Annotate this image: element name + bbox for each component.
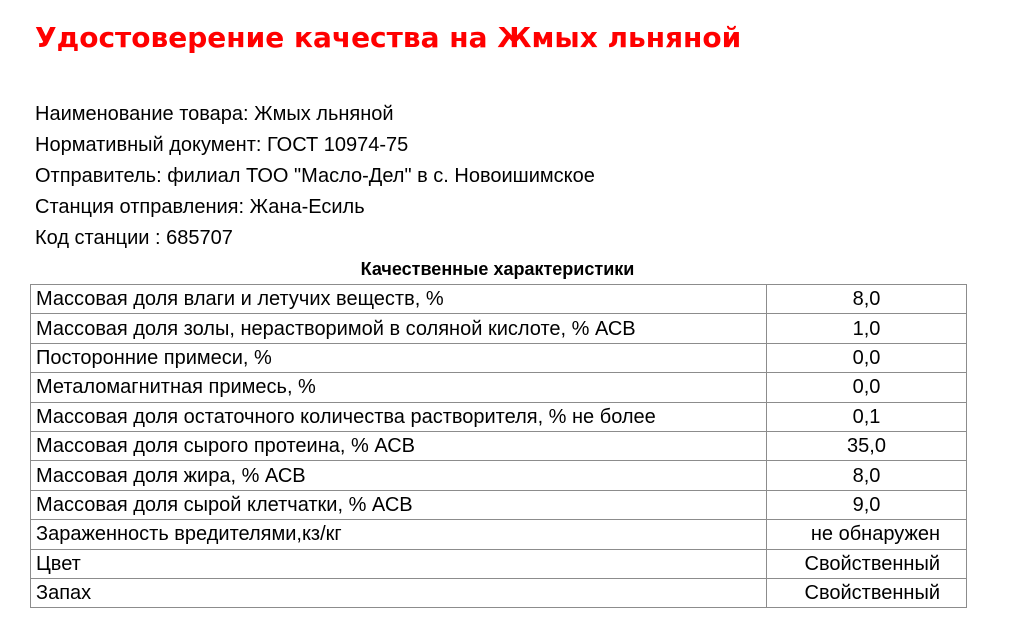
table-row	[31, 490, 967, 519]
table-row	[31, 402, 967, 431]
characteristic-value: 8,0	[767, 285, 967, 314]
characteristic-value: не обнаружен	[767, 520, 967, 549]
characteristic-name: Металомагнитная примесь, %	[31, 373, 767, 402]
table-row	[31, 578, 967, 607]
characteristic-name: Массовая доля золы, нерастворимой в соляной кислоте, % АСВ	[31, 314, 767, 343]
station-code-line: Код станции : 685707	[35, 227, 233, 249]
characteristic-value: 8,0	[767, 461, 967, 490]
characteristic-value: 0,0	[767, 373, 967, 402]
table-row	[31, 431, 967, 460]
characteristic-value: 0,0	[767, 343, 967, 372]
characteristic-name: Массовая доля остаточного количества растворителя, % не более	[31, 402, 767, 431]
document-title: Удостоверение качества на Жмых льняной	[35, 21, 742, 54]
table-row	[31, 285, 967, 314]
characteristic-name: Массовая доля сырой клетчатки, % АСВ	[31, 490, 767, 519]
characteristic-value: 1,0	[767, 314, 967, 343]
product-info-list	[35, 99, 595, 254]
departure-station-line: Станция отправления: Жана-Есиль	[35, 196, 365, 218]
characteristic-value: Свойственный	[767, 549, 967, 578]
characteristic-name: Массовая доля жира, % АСВ	[31, 461, 767, 490]
characteristic-name: Массовая доля сырого протеина, % АСВ	[31, 431, 767, 460]
characteristic-value: Свойственный	[767, 578, 967, 607]
table-row	[31, 461, 967, 490]
normative-document-line: Нормативный документ: ГОСТ 10974-75	[35, 134, 409, 156]
table-row	[31, 314, 967, 343]
table-caption: Качественные характеристики	[360, 259, 635, 279]
sender-line: Отправитель: филиал ТОО "Масло-Дел" в с. Новоишимское	[35, 165, 595, 187]
quality-table	[30, 284, 967, 608]
characteristic-value: 35,0	[767, 431, 967, 460]
characteristic-name: Цвет	[31, 549, 767, 578]
characteristic-name: Зараженность вредителями,кз/кг	[31, 520, 767, 549]
characteristic-name: Массовая доля влаги и летучих веществ, %	[31, 285, 767, 314]
characteristic-value: 0,1	[767, 402, 967, 431]
table-row	[31, 549, 967, 578]
table-row	[31, 373, 967, 402]
table-row	[31, 343, 967, 372]
product-name-line: Наименование товара: Жмых льняной	[35, 103, 394, 125]
characteristic-name: Посторонние примеси, %	[31, 343, 767, 372]
table-row	[31, 520, 967, 549]
characteristic-value: 9,0	[767, 490, 967, 519]
characteristic-name: Запах	[31, 578, 767, 607]
